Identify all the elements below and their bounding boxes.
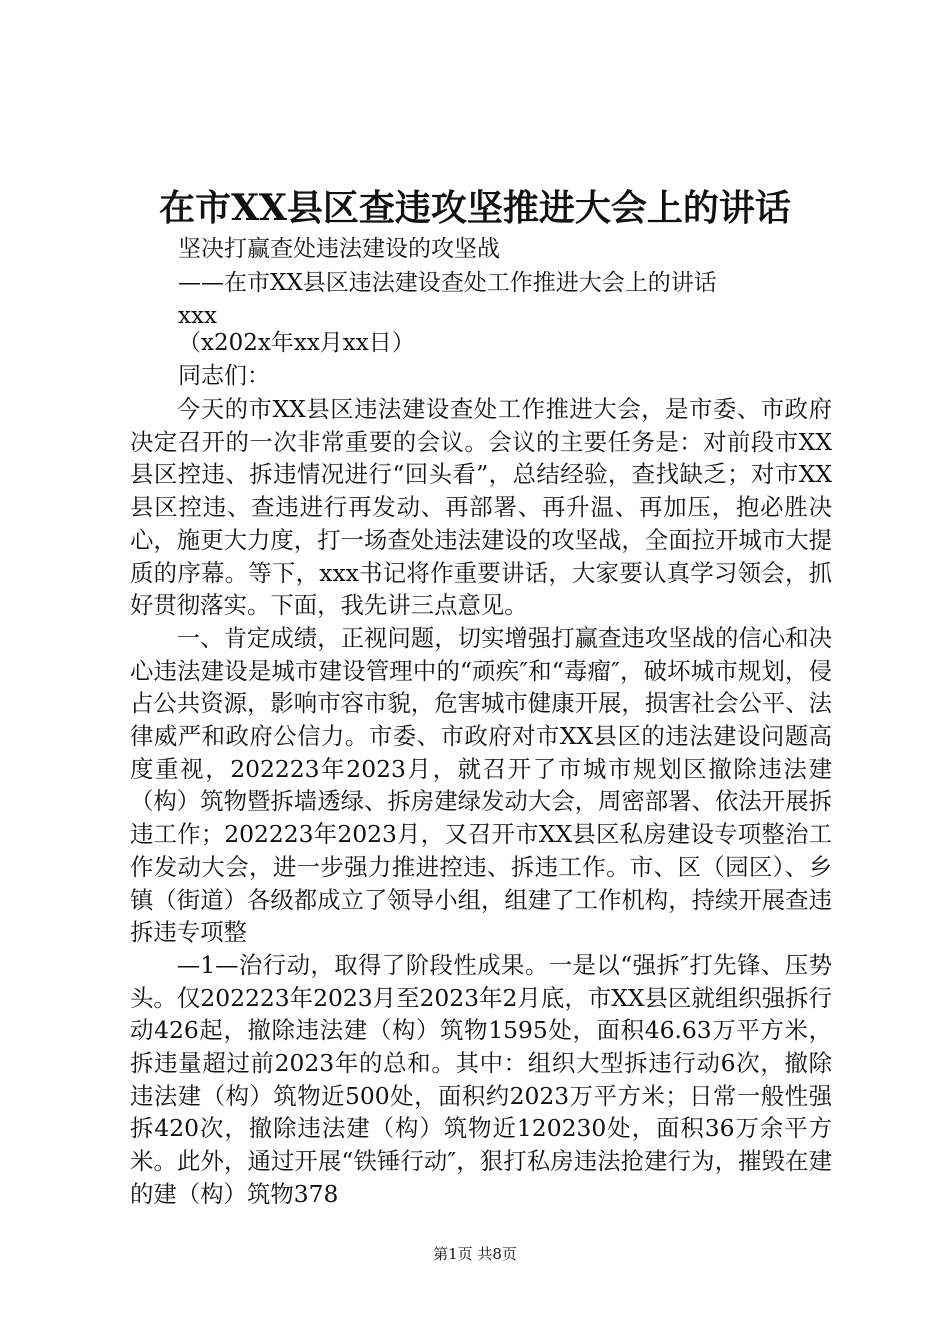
- page-number-footer: 第1页 共8页: [433, 1245, 517, 1263]
- body-paragraph: 今天的市XX县区违法建设查处工作推进大会，是市委、市政府决定召开的一次非常重要的会议。会议的主要任务是：对前段市XX县区控违、拆违情况进行“回头看”，总结经验，查找缺乏；对市XX县区控违、查违进行再发动、再部署、再升温、再加压，抱必胜决心，施更大力度，打一场查处违法建设的攻坚战，全面拉开城市大提质的序幕。等下，xxx书记将作重要讲话，大家要认真学习领会，抓好贯彻落实。下面，我先讲三点意见。: [130, 395, 832, 620]
- speech-body: [130, 393, 832, 1211]
- body-paragraph: —1—治行动，取得了阶段性成果。一是以“强拆″打先锋、压势头。仅202223年2023月至2023年2月底，市XX县区就组织强拆行动426起，撤除违法建（构）筑物1595处，面积46.63万平方米，拆违量超过前2023年的总和。其中：组织大型拆违行动6次，撤除违法建（构）筑物近500处，面积约2023万平方米；日常一般性强拆420次，撤除违法建（构）筑物近120230处，面积36万余平方米。此外，通过开展“铁锤行动″，狠打私房违法抢建行为，摧毁在建的建（构）筑物378: [130, 950, 832, 1208]
- document-title: 在市XX县区查违攻坚推进大会上的讲话: [159, 187, 791, 229]
- speech-date: （x202x年xx月xx日）: [178, 330, 415, 356]
- speech-subtitle: 坚决打赢查处违法建设的攻坚战: [178, 236, 500, 262]
- salutation: 同志们：: [178, 363, 270, 389]
- body-paragraph: 一、肯定成绩，正视问题，切实增强打赢查违攻坚战的信心和决心违法建设是城市建设管理中的“顽疾″和“毒瘤″，破坏城市规划，侵占公共资源，影响市容市貌，危害城市健康开展，损害社会公平、法律威严和政府公信力。市委、市政府对市XX县区的违法建设问题高度重视，202223年2023月，就召开了市城市规划区撤除违法建（构）筑物暨拆墙透绿、拆房建绿发动大会，周密部署、依法开展拆违工作；202223年2023月，又召开市XX县区私房建设专项整治工作发动大会，进一步强力推进控违、拆违工作。市、区（园区）、乡镇（街道）各级都成立了领导小组，组建了工作机构，持续开展查违拆违专项整: [130, 623, 832, 947]
- speech-subtitle-secondary: ——在市XX县区违法建设查处工作推进大会上的讲话: [178, 270, 717, 296]
- speaker-name: xxx: [178, 303, 217, 329]
